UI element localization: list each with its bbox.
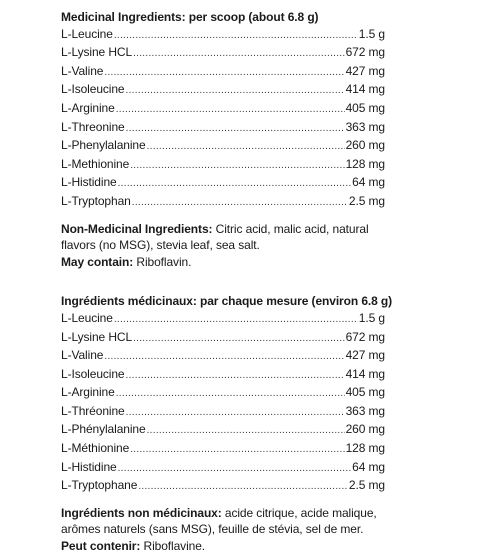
ingredient-amount: 128 mg <box>345 156 385 171</box>
dot-leader <box>147 423 345 440</box>
dot-leader <box>126 368 345 385</box>
spacer <box>61 212 385 221</box>
ingredient-name: L-Lysine HCL <box>61 329 133 344</box>
ingredient-amount: 414 mg <box>345 366 385 381</box>
ingredient-amount: 64 mg <box>352 175 385 190</box>
dot-leader <box>133 46 345 63</box>
ingredient-name: L-Thréonine <box>61 403 125 418</box>
ingredient-row <box>61 310 385 329</box>
ingredient-name: L-Tryptophane <box>61 478 138 493</box>
ingredient-amount: 1.5 g <box>358 26 385 41</box>
french-ingredient-list <box>61 310 385 496</box>
ingredient-amount: 414 mg <box>345 82 385 97</box>
ingredient-amount: 427 mg <box>345 63 385 78</box>
dot-leader <box>126 121 345 138</box>
ingredient-row <box>61 119 385 138</box>
ingredient-name: L-Isoleucine <box>61 366 125 381</box>
ingredient-name: L-Methionine <box>61 156 130 171</box>
ingredient-amount: 2.5 mg <box>348 478 385 493</box>
dot-leader <box>116 102 345 119</box>
ingredient-amount: 128 mg <box>345 441 385 456</box>
french-non-medicinal-label: Ingrédients non médicinaux: <box>61 505 222 520</box>
dot-leader <box>114 28 358 45</box>
dot-leader <box>104 65 344 82</box>
dot-leader <box>147 139 345 156</box>
ingredient-name: L-Tryptophan <box>61 193 131 208</box>
ingredient-name: L-Phénylalanine <box>61 422 146 437</box>
french-may-contain <box>61 538 385 555</box>
ingredient-name: L-Threonine <box>61 119 125 134</box>
ingredient-row <box>61 156 385 175</box>
english-section <box>61 9 385 270</box>
french-section <box>61 293 393 554</box>
ingredient-row <box>61 477 385 496</box>
ingredient-name: L-Méthionine <box>61 441 130 456</box>
ingredient-amount: 260 mg <box>345 138 385 153</box>
dot-leader <box>133 331 345 348</box>
spacer <box>61 496 385 505</box>
ingredient-row <box>61 193 385 212</box>
ingredient-row <box>61 459 385 478</box>
ingredient-amount: 2.5 mg <box>348 193 385 208</box>
ingredient-row <box>61 81 385 100</box>
dot-leader <box>138 479 348 496</box>
english-non-medicinal <box>61 221 385 254</box>
english-may-contain-text: Riboflavin. <box>133 254 192 269</box>
ingredient-amount: 405 mg <box>345 100 385 115</box>
ingredient-name: L-Arginine <box>61 385 115 400</box>
english-may-contain <box>61 254 385 271</box>
ingredient-row <box>61 347 385 366</box>
english-non-medicinal-label: Non-Medicinal Ingredients: <box>61 221 213 236</box>
ingredient-name: L-Arginine <box>61 100 115 115</box>
ingredient-amount: 427 mg <box>345 348 385 363</box>
ingredient-row <box>61 137 385 156</box>
english-non-medicinal-text: Citric acid, malic acid, natural flavors (no MSG), stevia leaf, sea salt. <box>61 221 369 253</box>
ingredient-amount: 363 mg <box>345 119 385 134</box>
ingredient-row <box>61 329 385 348</box>
ingredient-name: L-Valine <box>61 348 104 363</box>
english-heading-serving: per scoop (about 6.8 g) <box>185 10 319 24</box>
ingredient-name: L-Phenylalanine <box>61 138 146 153</box>
ingredient-row <box>61 174 385 193</box>
dot-leader <box>114 312 358 329</box>
ingredient-amount: 64 mg <box>352 459 385 474</box>
dot-leader <box>126 405 345 422</box>
ingredient-name: L-Leucine <box>61 310 113 325</box>
english-may-contain-label: May contain: <box>61 254 134 269</box>
ingredient-name: L-Histidine <box>61 459 117 474</box>
ingredient-row <box>61 100 385 119</box>
ingredient-amount: 405 mg <box>345 385 385 400</box>
french-non-medicinal <box>61 505 385 538</box>
ingredient-row <box>61 366 385 385</box>
ingredient-row <box>61 26 385 45</box>
ingredient-name: L-Isoleucine <box>61 82 125 97</box>
ingredient-name: L-Leucine <box>61 26 113 41</box>
ingredient-row <box>61 44 385 63</box>
dot-leader <box>104 349 344 366</box>
ingredient-amount: 672 mg <box>345 329 385 344</box>
ingredient-amount: 1.5 g <box>358 310 385 325</box>
ingredient-row <box>61 421 385 440</box>
dot-leader <box>132 195 348 212</box>
english-heading-label: Medicinal Ingredients: <box>61 10 186 24</box>
dot-leader <box>116 386 345 403</box>
ingredient-row <box>61 63 385 82</box>
ingredient-row <box>61 403 385 422</box>
dot-leader <box>130 442 344 459</box>
ingredient-name: L-Lysine HCL <box>61 45 133 60</box>
ingredient-amount: 672 mg <box>345 45 385 60</box>
english-heading <box>61 9 385 26</box>
ingredient-name: L-Histidine <box>61 175 117 190</box>
dot-leader <box>130 158 344 175</box>
ingredient-name: L-Valine <box>61 63 104 78</box>
french-heading-label: Ingrédients médicinaux: par chaque mesure (environ 6.8 g) <box>61 294 393 309</box>
section-spacer <box>61 270 385 293</box>
ingredient-row <box>61 440 385 459</box>
english-ingredient-list <box>61 26 385 212</box>
french-non-medicinal-text: acide citrique, acide malique, arômes naturels (sans MSG), feuille de stévia, sel de mer. <box>61 505 377 537</box>
ingredient-amount: 260 mg <box>345 422 385 437</box>
french-may-contain-label: Peut contenir: <box>61 539 141 554</box>
dot-leader <box>118 461 352 478</box>
dot-leader <box>118 176 352 193</box>
ingredient-amount: 363 mg <box>345 403 385 418</box>
french-may-contain-text: Riboflavine. <box>140 539 206 554</box>
dot-leader <box>126 83 345 100</box>
supplement-facts-panel <box>61 9 393 555</box>
ingredient-row <box>61 384 385 403</box>
french-heading <box>61 293 393 310</box>
